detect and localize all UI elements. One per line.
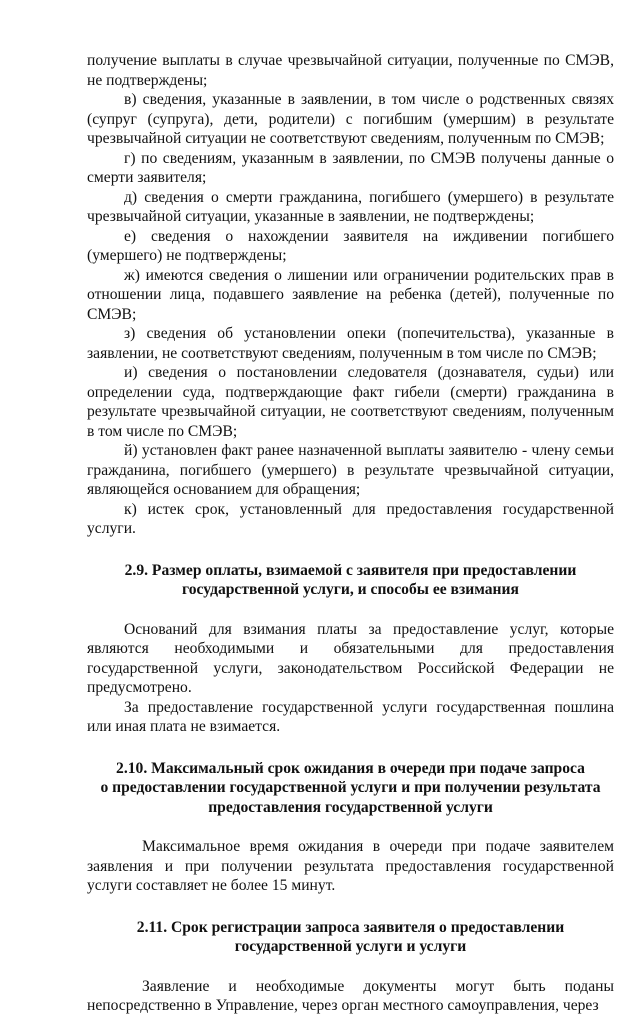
item-d: д) сведения о смерти гражданина, погибшего (умершего) в результате чрезвычайной ситуации, указанные в заявлении, не подтверждены; — [87, 188, 614, 225]
item-g: г) по сведениям, указанным в заявлении, по СМЭВ получены данные о смерти заявителя; — [87, 149, 614, 186]
item-v: в) сведения, указанные в заявлении, в том числе о родственных связях (супруг (супруга), дети, родители) с погибшим (умершим) в результате чрезвычайной ситуации не соответствуют сведениям, полученным по СМЭВ; — [87, 91, 614, 147]
section-2-11-paragraph-1: Заявление и необходимые документы могут быть поданы непосредственно в Управление, через орган местного самоуправления, через — [87, 977, 614, 1014]
section-2-10-paragraph-1: Максимальное время ожидания в очереди при подаче заявителем заявления и при получении результата предоставления государственной услуги составляет не более 15 минут. — [87, 838, 614, 894]
section-2-11-heading-line1: 2.11. Срок регистрации запроса заявителя о предоставлении — [136, 918, 565, 936]
section-2-10-heading — [87, 759, 614, 818]
item-k: к) истек срок, установленный для предоставления государственной услуги. — [87, 500, 614, 537]
section-2-9-heading — [87, 561, 614, 600]
section-2-9-heading-line1: 2.9. Размер оплаты, взимаемой с заявителя при предоставлении — [124, 561, 577, 579]
item-z: з) сведения об установлении опеки (попечительства), указанные в заявлении, не соответствуют сведениям, полученным в том числе по СМЭВ; — [87, 325, 614, 362]
item-i: и) сведения о постановлении следователя (дознавателя, судьи) или определении суда, подтверждающие факт гибели (смерти) гражданина в результате чрезвычайной ситуации, не соответствуют сведениям, полученным в том числе по СМЭВ; — [87, 364, 614, 440]
item-e: е) сведения о нахождении заявителя на иждивении погибшего (умершего) не подтверждены; — [87, 227, 614, 264]
section-2-9-paragraph-1: Оснований для взимания платы за предоставление услуг, которые являются необходимыми и обязательными для предоставления государственной услуги, законодательством Российской Федерации не предусмотрено. — [87, 620, 614, 696]
section-2-11-heading — [87, 918, 614, 957]
section-2-10-heading-line1: 2.10. Максимальный срок ожидания в очереди при подаче запроса — [116, 759, 585, 777]
item-zh: ж) имеются сведения о лишении или ограничении родительских прав в отношении лица, подавшего заявление на ребенка (детей), полученные по СМЭВ; — [87, 266, 614, 323]
section-2-9-heading-line2: государственной услуги, и способы ее взимания — [182, 581, 519, 598]
section-2-11-heading-line2: государственной услуги и услуги — [234, 938, 467, 955]
item-i-kratkoe: й) установлен факт ранее назначенной выплаты заявителю - члену семьи гражданина, погибшего (умершего) в результате чрезвычайной ситуации, являющейся основанием для обращения; — [87, 442, 614, 498]
section-2-9-paragraph-2: За предоставление государственной услуги государственная пошлина или иная плата не взимается. — [87, 698, 614, 735]
section-2-10-heading-line3: предоставления государственной услуги — [208, 798, 493, 816]
section-2-10-heading-line2: о предоставлении государственной услуги и при получении результата — [100, 779, 601, 796]
item-continuation: получение выплаты в случае чрезвычайной ситуации, полученные по СМЭВ, не подтверждены; — [87, 52, 614, 89]
